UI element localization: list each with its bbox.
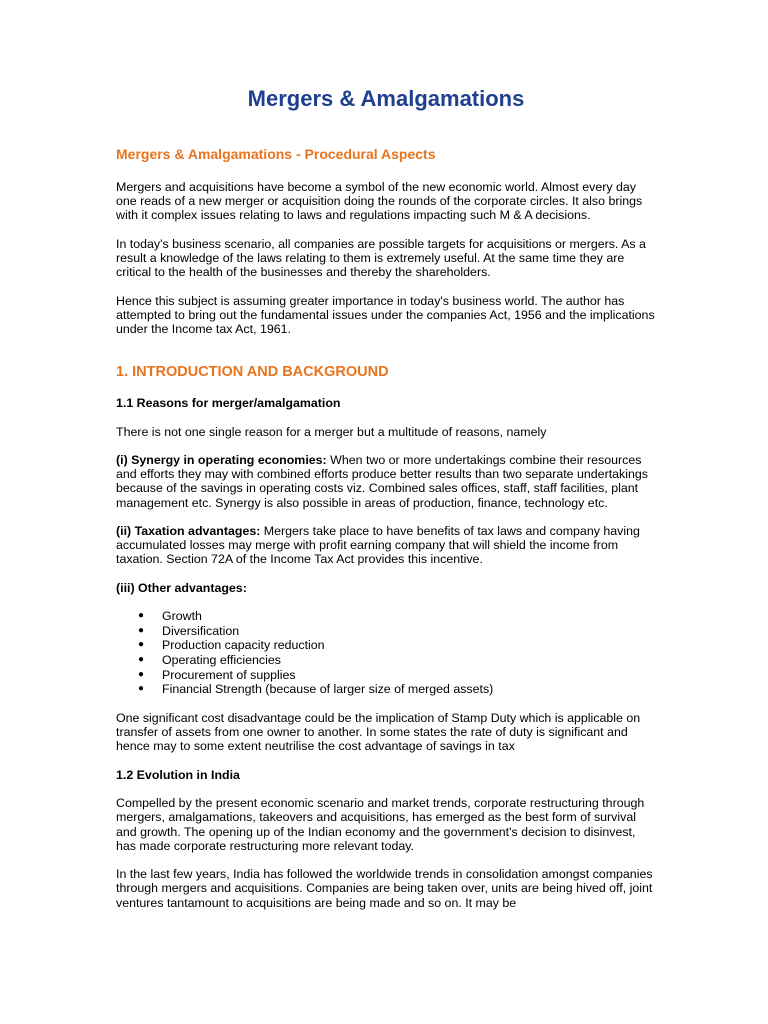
bullet-icon: ●: [138, 639, 145, 651]
stamp-duty-paragraph: One significant cost disadvantage could be the implication of Stamp Duty which is applicable on transfer of assets from one owner to another. In some states the rate of duty is significant and hence may to some extent neutrilise the cost advantage of savings in tax: [116, 710, 641, 754]
list-item: [116, 653, 656, 668]
document-title: Mergers & Amalgamations: [247, 86, 525, 111]
list-item-text: Diversification: [162, 623, 240, 638]
subsection-heading-reasons: 1.1 Reasons for merger/amalgamation: [116, 396, 341, 411]
synergy-label: (i) Synergy in operating economies:: [116, 452, 327, 467]
list-item: [116, 624, 656, 639]
list-item-text: Production capacity reduction: [162, 638, 325, 653]
bullet-icon: ●: [138, 653, 145, 665]
list-item: [116, 609, 656, 624]
taxation-paragraph: [116, 524, 656, 567]
section-heading-introduction: 1. INTRODUCTION AND BACKGROUND: [116, 364, 389, 381]
other-advantages-list: [116, 609, 656, 697]
intro-paragraph: Hence this subject is assuming greater importance in today's business world. The author has attempted to bring out the fundamental issues under the companies Act, 1956 and the implications under the Income tax Act, 1961.: [116, 293, 655, 336]
subsection-heading-evolution: 1.2 Evolution in India: [116, 767, 240, 782]
list-item: [116, 682, 656, 697]
list-item-text: Growth: [162, 609, 202, 624]
synergy-text: When two or more undertakings combine their resources and efforts they may with combined efforts produce better results than two separate undertakings because of the savings in operating costs viz. Combined sales offices, staff, staff facilities, plant management etc. Synergy is also possible in areas of production, finance, technology etc.: [116, 452, 648, 510]
document-subtitle: Mergers & Amalgamations - Procedural Aspects: [116, 146, 436, 162]
list-item-text: Procurement of supplies: [162, 667, 296, 682]
bullet-icon: ●: [138, 624, 145, 636]
list-item: [116, 668, 656, 683]
taxation-text: Mergers take place to have benefits of tax laws and company having accumulated losses may merge with profit earning company that will shield the income from taxation. Section 72A of the Income Tax Act provides this incentive.: [116, 523, 640, 567]
document-body: [116, 180, 656, 924]
bullet-icon: ●: [138, 668, 145, 680]
reasons-intro-paragraph: There is not one single reason for a merger but a multitude of reasons, namely: [116, 424, 547, 439]
evolution-paragraph: Compelled by the present economic scenario and market trends, corporate restructuring through mergers, amalgamations, takeovers and acquisitions, has emerged as the best form of survival and growth. The opening up of the Indian economy and the government's decision to disinvest, has made corporate restructuring more relevant today.: [116, 796, 645, 853]
evolution-paragraph: In the last few years, India has followed the worldwide trends in consolidation amongst companies through mergers and acquisitions. Companies are being taken over, units are being hived off, joint ventures tantamount to acquisitions are being made and so on. It may be: [116, 867, 653, 910]
bullet-icon: ●: [138, 683, 145, 695]
list-item: [116, 638, 656, 653]
taxation-label: (ii) Taxation advantages:: [116, 523, 261, 538]
intro-paragraph: In today's business scenario, all companies are possible targets for acquisitions or mergers. As a result a knowledge of the laws relating to them is extremely useful. At the same time they are critical to the health of the businesses and thereby the shareholders.: [116, 236, 646, 280]
synergy-paragraph: [116, 453, 656, 510]
list-item-text: Operating efficiencies: [162, 652, 281, 667]
intro-paragraph: Mergers and acquisitions have become a symbol of the new economic world. Almost every day one reads of a new merger or acquisition doing the rounds of the corporate circles. It also brings with it complex issues relating to laws and regulations impacting such M & A decisions.: [116, 180, 643, 223]
other-advantages-label: (iii) Other advantages:: [116, 580, 247, 595]
list-item-text: Financial Strength (because of larger size of merged assets): [162, 682, 494, 697]
bullet-icon: ●: [138, 610, 145, 622]
